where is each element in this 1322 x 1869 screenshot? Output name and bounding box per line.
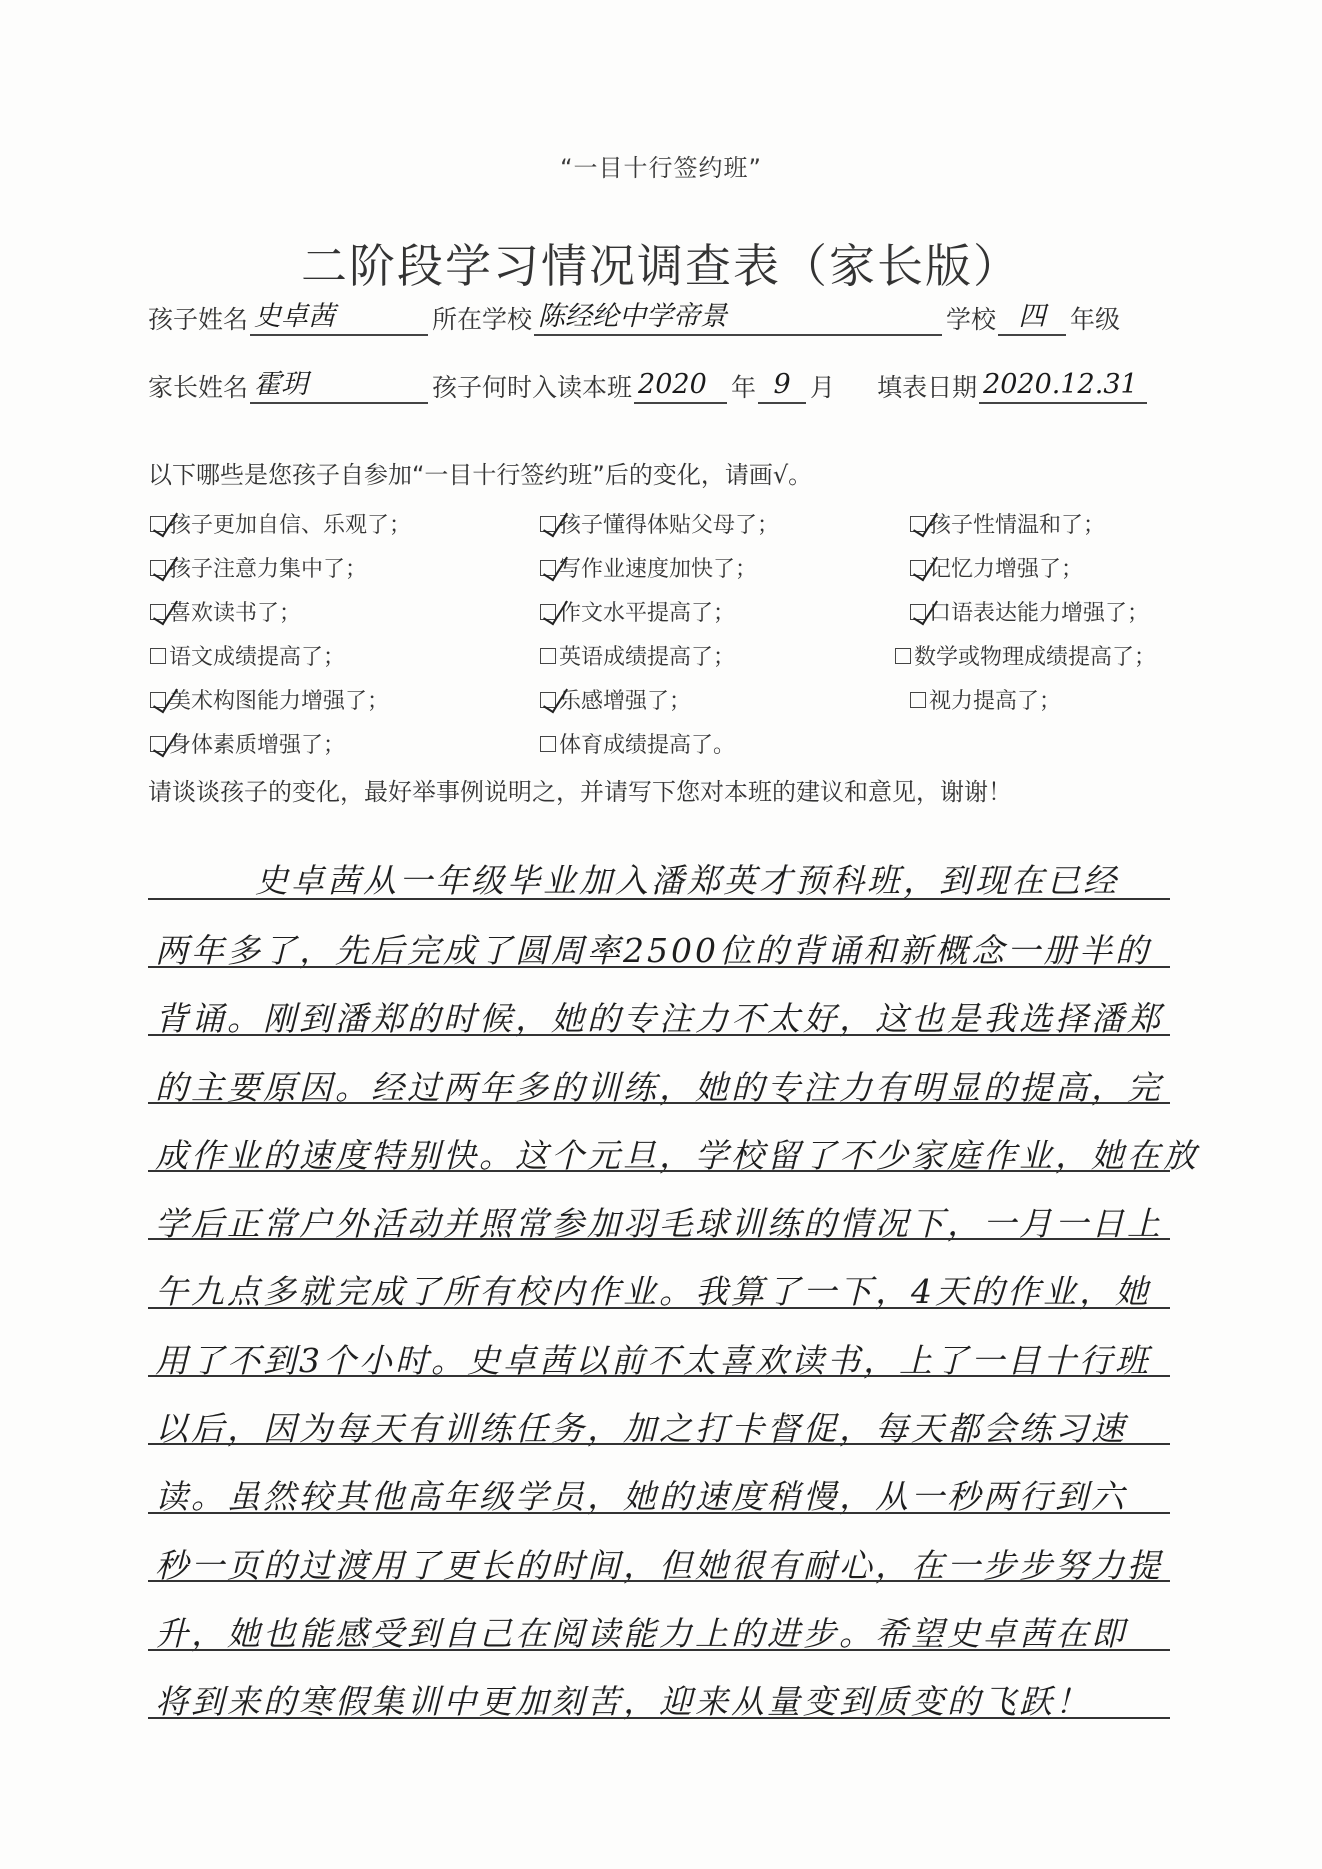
- ruled-line: [148, 1307, 1170, 1309]
- checkbox-empty-icon[interactable]: [910, 692, 926, 708]
- checkbox-item[interactable]: 记忆力增强了；: [910, 552, 1083, 583]
- checkbox-item[interactable]: 乐感增强了；: [540, 684, 691, 715]
- feedback-line: 两年多了，先后完成了圆周率2500位的背诵和新概念一册半的: [155, 931, 1151, 970]
- month-label: 月: [810, 373, 836, 402]
- child-name-field[interactable]: 史卓茜: [250, 300, 428, 336]
- enroll-month-field[interactable]: 9: [758, 368, 806, 404]
- checkbox-empty-icon[interactable]: [540, 736, 556, 752]
- feedback-line: 读。虽然较其他高年级学员，她的速度稍慢，从一秒两行到六: [155, 1477, 1127, 1516]
- grade-label: 年级: [1070, 305, 1121, 334]
- checkbox-item[interactable]: 美术构图能力增强了；: [150, 684, 389, 715]
- checkbox-checked-icon[interactable]: [910, 516, 926, 532]
- school-field[interactable]: 陈经纶中学帝景: [534, 300, 942, 336]
- checkbox-checked-icon[interactable]: [150, 692, 166, 708]
- year-label: 年: [731, 373, 757, 402]
- ruled-line: [148, 1580, 1170, 1582]
- ruled-line: [148, 1443, 1170, 1445]
- checkbox-item[interactable]: 孩子注意力集中了；: [150, 552, 367, 583]
- checkbox-item[interactable]: 语文成绩提高了；: [150, 640, 345, 671]
- enroll-year-field[interactable]: 2020: [634, 368, 727, 404]
- checkbox-empty-icon[interactable]: [150, 648, 166, 664]
- checkbox-checked-icon[interactable]: [150, 516, 166, 532]
- feedback-line: 以后，因为每天有训练任务，加之打卡督促，每天都会练习速: [155, 1409, 1127, 1448]
- form-subtitle: “一目十行签约班”: [560, 154, 762, 182]
- feedback-line: 午九点多就完成了所有校内作业。我算了一下，4天的作业，她: [155, 1272, 1151, 1311]
- checkbox-checked-icon[interactable]: [540, 604, 556, 620]
- checkbox-item[interactable]: 写作业速度加快了；: [540, 552, 757, 583]
- checkbox-item[interactable]: 英语成绩提高了；: [540, 640, 735, 671]
- parent-name-label: 家长姓名: [148, 373, 249, 402]
- ruled-line: [148, 1034, 1170, 1036]
- checkbox-checked-icon[interactable]: [540, 560, 556, 576]
- checkbox-checked-icon[interactable]: [150, 560, 166, 576]
- feedback-line: 秒一页的过渡用了更长的时间，但她很有耐心，在一步步努力提: [155, 1546, 1163, 1585]
- ruled-line: [148, 1512, 1170, 1514]
- feedback-line: 背诵。刚到潘郑的时候，她的专注力不太好，这也是我选择潘郑: [155, 999, 1163, 1038]
- ruled-line: [148, 898, 1170, 900]
- feedback-line: 成作业的速度特别快。这个元旦，学校留了不少家庭作业，她在放: [155, 1136, 1199, 1175]
- checkbox-empty-icon[interactable]: [895, 648, 911, 664]
- enroll-label: 孩子何时入读本班: [432, 373, 633, 402]
- checkbox-item[interactable]: 口语表达能力增强了；: [910, 596, 1149, 627]
- child-name-label: 孩子姓名: [148, 305, 249, 334]
- checkbox-item[interactable]: 作文水平提高了；: [540, 596, 735, 627]
- checkbox-item[interactable]: 孩子性情温和了；: [910, 508, 1105, 539]
- ruled-line: [148, 966, 1170, 968]
- checkbox-item[interactable]: 身体素质增强了；: [150, 728, 345, 759]
- feedback-prompt: 请谈谈孩子的变化，最好举事例说明之，并请写下您对本班的建议和意见，谢谢！: [148, 778, 1012, 806]
- fill-date-field[interactable]: 2020.12.31: [979, 368, 1147, 404]
- feedback-line: 史卓茜从一年级毕业加入潘郑英才预科班，到现在已经: [255, 861, 1119, 900]
- checkbox-checked-icon[interactable]: [540, 692, 556, 708]
- parent-name-field[interactable]: 霍玥: [250, 368, 428, 404]
- grade-field[interactable]: 四: [998, 300, 1066, 336]
- checkbox-checked-icon[interactable]: [540, 516, 556, 532]
- feedback-line: 将到来的寒假集训中更加刻苦，迎来从量变到质变的飞跃！: [155, 1682, 1091, 1721]
- checkbox-checked-icon[interactable]: [910, 604, 926, 620]
- checkbox-item[interactable]: 体育成绩提高了。: [540, 728, 735, 759]
- form-row-child-info: [148, 300, 1122, 336]
- school-suffix-label: 学校: [946, 305, 997, 334]
- form-title: 二阶段学习情况调查表（家长版）: [301, 239, 1021, 293]
- checkbox-item[interactable]: 孩子更加自信、乐观了；: [150, 508, 411, 539]
- ruled-line: [148, 1102, 1170, 1104]
- feedback-line: 的主要原因。经过两年多的训练，她的专注力有明显的提高，完: [155, 1068, 1163, 1107]
- checkbox-checked-icon[interactable]: [150, 604, 166, 620]
- checkbox-empty-icon[interactable]: [540, 648, 556, 664]
- feedback-line: 用了不到3个小时。史卓茜以前不太喜欢读书，上了一目十行班: [155, 1341, 1151, 1380]
- checkbox-checked-icon[interactable]: [910, 560, 926, 576]
- checkbox-item[interactable]: 喜欢读书了；: [150, 596, 301, 627]
- checkbox-item[interactable]: 孩子懂得体贴父母了；: [540, 508, 779, 539]
- checklist-instruction: 以下哪些是您孩子自参加“一目十行签约班”后的变化，请画√。: [148, 461, 813, 489]
- ruled-line: [148, 1717, 1170, 1719]
- checkbox-item[interactable]: 视力提高了；: [910, 684, 1061, 715]
- feedback-line: 升，她也能感受到自己在阅读能力上的进步。希望史卓茜在即: [155, 1614, 1127, 1653]
- fill-date-label: 填表日期: [877, 373, 978, 402]
- ruled-line: [148, 1375, 1170, 1377]
- form-row-parent-info: [148, 368, 1151, 404]
- school-label: 所在学校: [432, 305, 533, 334]
- feedback-line: 学后正常户外活动并照常参加羽毛球训练的情况下，一月一日上: [155, 1204, 1163, 1243]
- checkbox-item[interactable]: 数学或物理成绩提高了；: [895, 640, 1156, 671]
- ruled-line: [148, 1649, 1170, 1651]
- ruled-line: [148, 1170, 1170, 1172]
- checkbox-checked-icon[interactable]: [150, 736, 166, 752]
- ruled-line: [148, 1238, 1170, 1240]
